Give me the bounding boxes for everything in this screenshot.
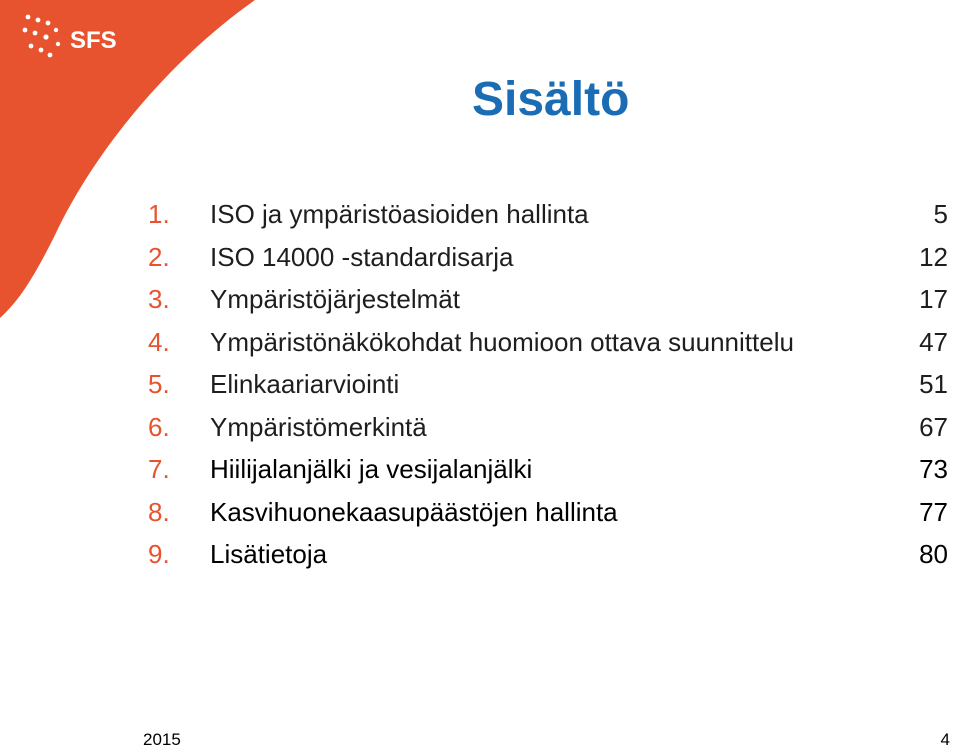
toc-item-label: ISO 14000 -standardisarja (210, 241, 514, 272)
toc-item-number: 2. (148, 241, 170, 272)
sfs-logo (20, 10, 140, 66)
table-of-contents (148, 193, 948, 576)
page-title: Sisältö (472, 73, 630, 126)
logo-text: SFS (70, 27, 117, 54)
toc-item (148, 491, 948, 534)
toc-item-page: 67 (919, 411, 948, 442)
toc-item-page: 12 (919, 241, 948, 272)
toc-item-number: 8. (148, 496, 170, 527)
toc-item (148, 363, 948, 406)
toc-item (148, 278, 948, 321)
toc-item-page: 47 (919, 326, 948, 357)
toc-item-label: Lisätietoja (210, 539, 328, 569)
toc-item-page: 51 (919, 369, 948, 399)
toc-item-page: 80 (919, 539, 948, 569)
toc-item-label: Elinkaariarviointi (210, 369, 400, 399)
toc-item-label: Hiilijalanjälki ja vesijalanjälki (210, 454, 533, 484)
toc-item (148, 193, 948, 236)
toc-item-label: Ympäristönäkökohdat huomioon ottava suunnittelu (210, 326, 794, 357)
toc-item-label: ISO ja ympäristöasioiden hallinta (210, 199, 589, 229)
toc-item-number: 3. (148, 284, 170, 314)
toc-item-page: 73 (919, 454, 948, 484)
toc-item-page: 77 (919, 496, 948, 527)
toc-item-label: Ympäristömerkintä (210, 411, 427, 442)
toc-item-page: 5 (933, 199, 948, 229)
toc-item (148, 448, 948, 491)
toc-item (148, 236, 948, 279)
toc-item-page: 17 (919, 284, 948, 314)
toc-item-label: Ympäristöjärjestelmät (210, 284, 460, 314)
toc-item-number: 7. (148, 454, 170, 484)
toc-item-number: 5. (148, 369, 170, 399)
toc-item-number: 9. (148, 539, 170, 569)
toc-item (148, 321, 948, 364)
toc-item-number: 4. (148, 326, 170, 357)
toc-item-label: Kasvihuonekaasupäästöjen hallinta (210, 496, 618, 527)
toc-item-number: 6. (148, 411, 170, 442)
toc-item (148, 406, 948, 449)
footer-page-number: 4 (940, 730, 950, 749)
footer-year: 2015 (143, 730, 181, 749)
toc-item-number: 1. (148, 199, 170, 229)
toc-item (148, 533, 948, 576)
